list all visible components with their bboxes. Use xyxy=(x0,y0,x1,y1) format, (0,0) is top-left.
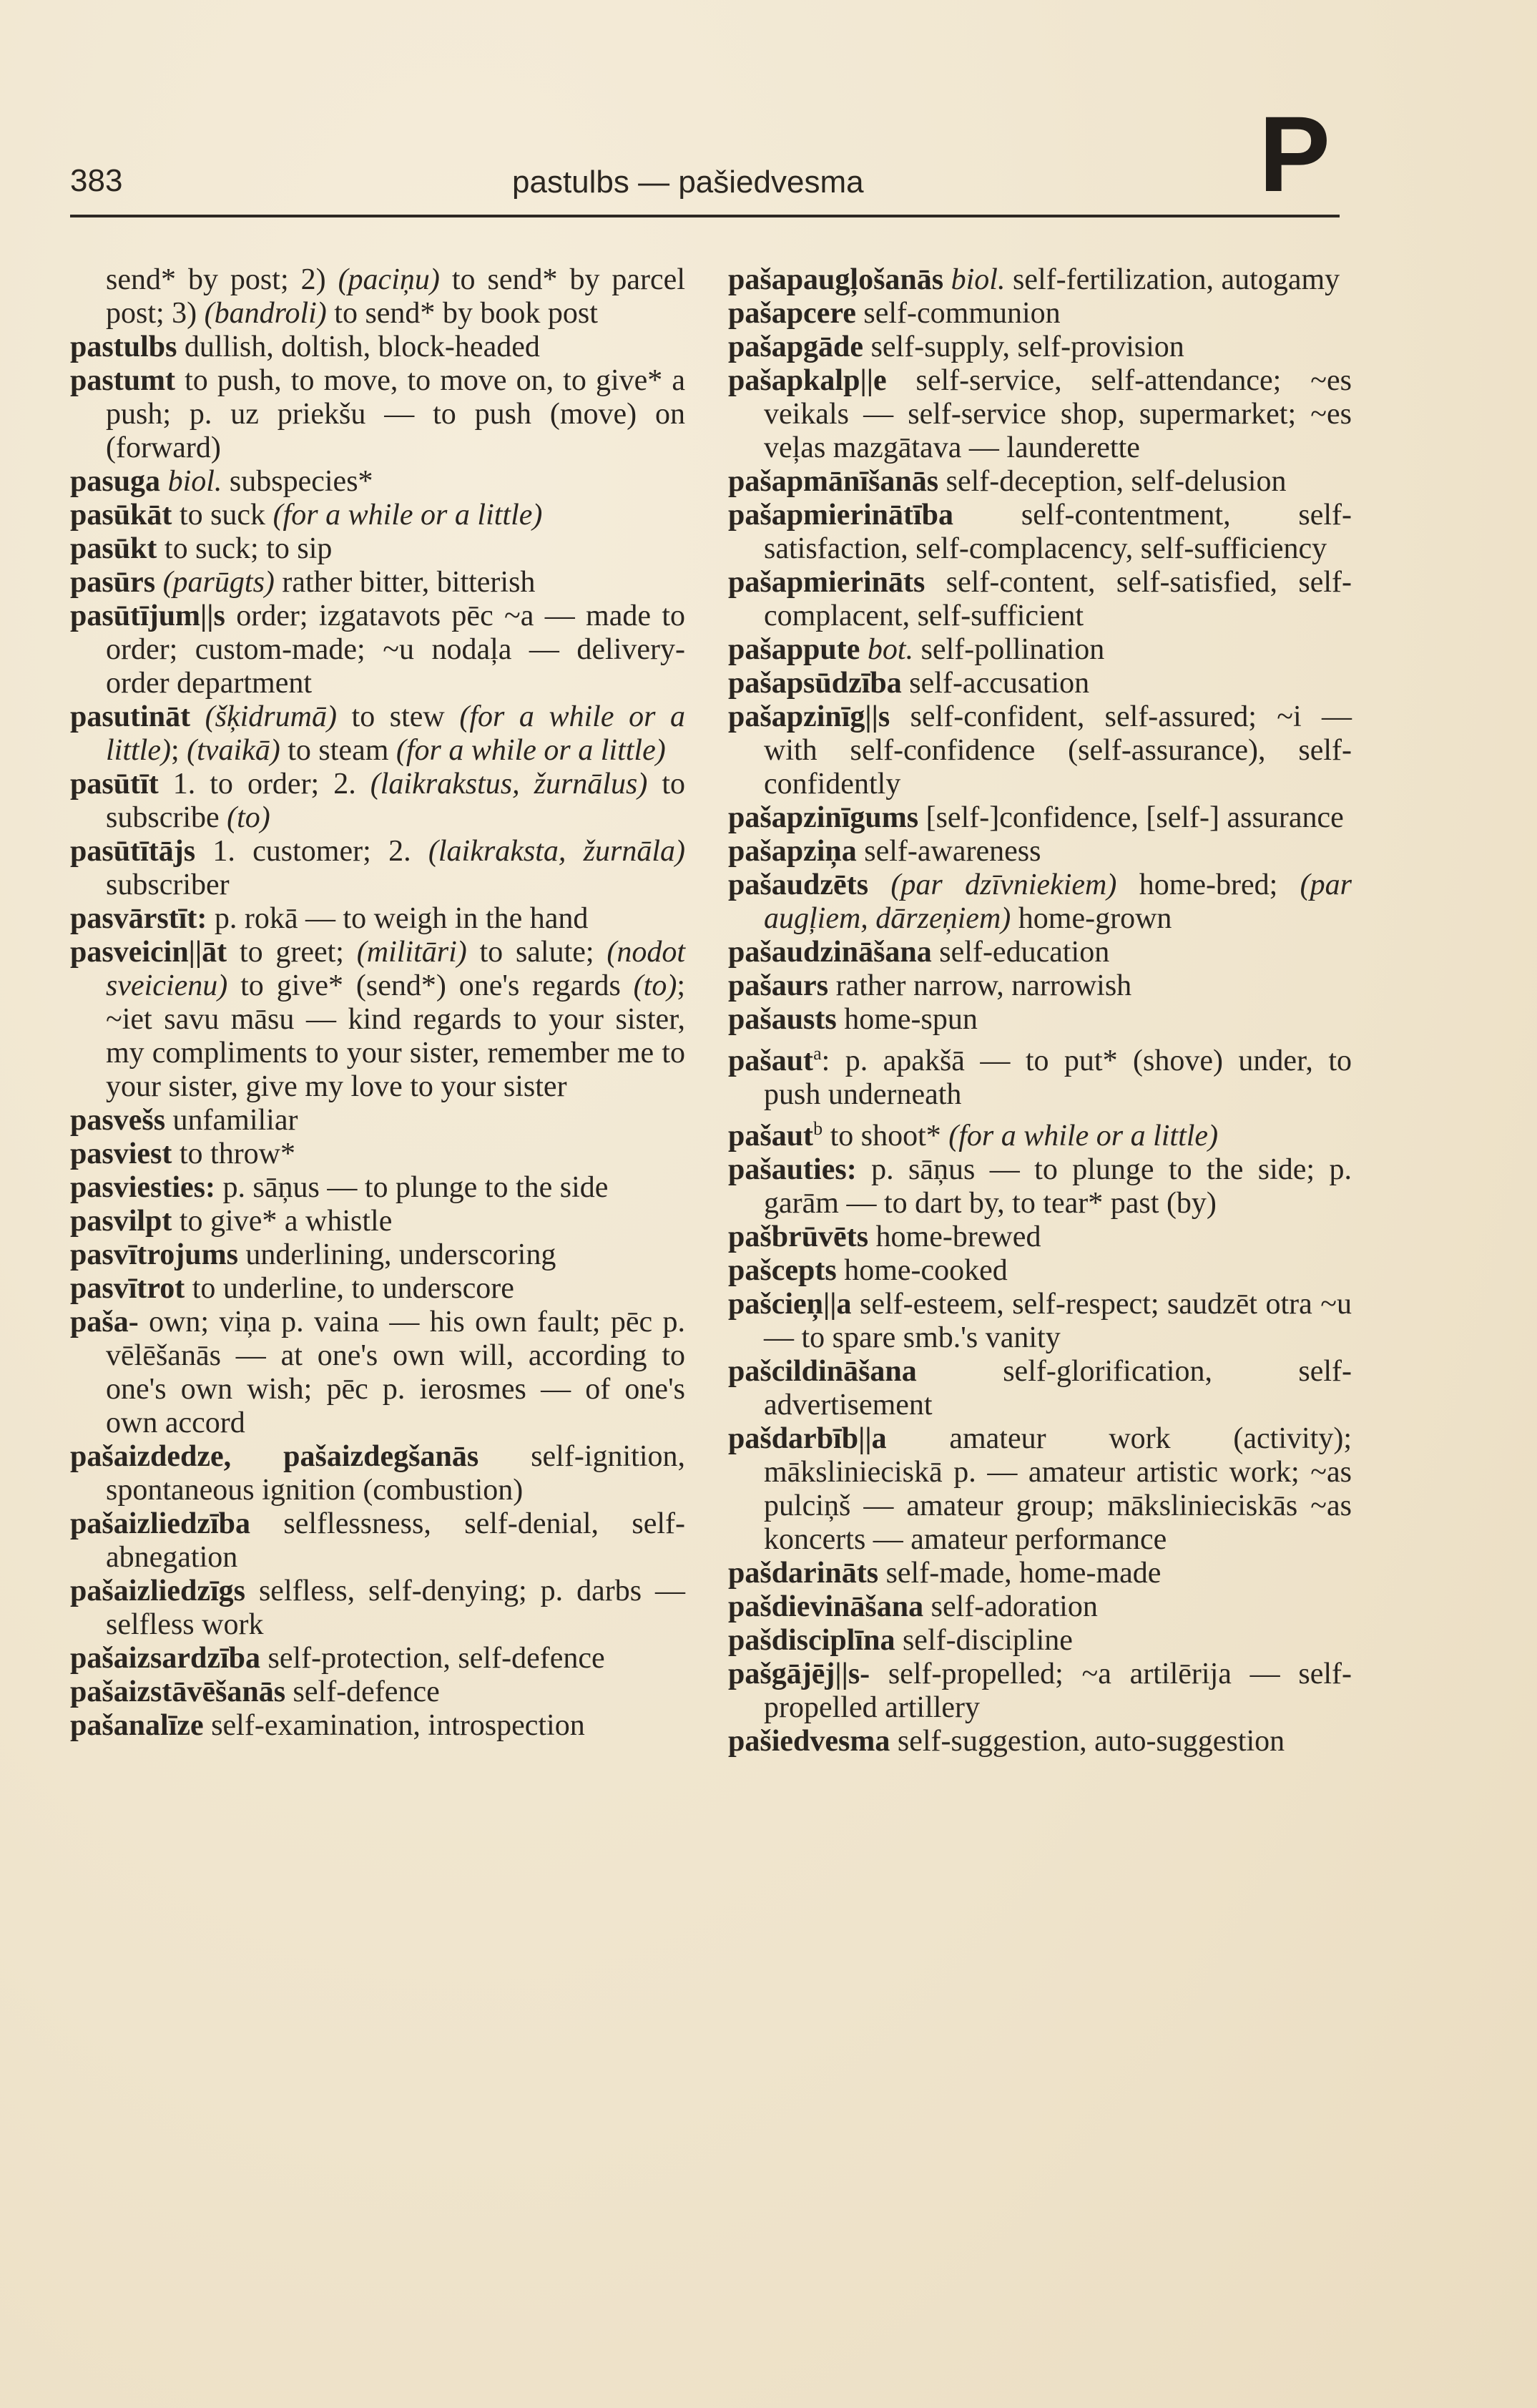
entry-label-italic: (to) xyxy=(227,801,270,834)
dictionary-entry xyxy=(70,1507,685,1575)
entry-headword: pasviest xyxy=(70,1137,172,1170)
entry-headword: pasutināt xyxy=(70,700,191,733)
dictionary-entry xyxy=(728,1624,1352,1658)
dictionary-entry xyxy=(728,1254,1352,1288)
entry-headword: pašapsūdzība xyxy=(728,667,902,700)
entry-definition: amateur work (activity); mākslinieciskā p. — amateur artistic work; ~as pulciņš — amateur group; mākslinieciskās ~as koncerts — amateur performance xyxy=(764,1422,1352,1556)
dictionary-entry xyxy=(728,633,1352,667)
entry-definition: to throw* xyxy=(172,1137,296,1170)
entry-definition: to shoot* xyxy=(822,1120,949,1152)
entry-definition: to push, to move, to move on, to give* a push; p. uz priekšu — to push (move) on (forward) xyxy=(106,364,685,464)
dictionary-entry xyxy=(728,667,1352,700)
section-letter: P xyxy=(1259,94,1331,214)
dictionary-entry xyxy=(70,263,685,331)
entry-definition xyxy=(860,633,868,666)
entry-definition: send* by post; 2) xyxy=(106,263,338,296)
dictionary-entry xyxy=(728,700,1352,801)
dictionary-entry xyxy=(70,1171,685,1205)
dictionary-entry xyxy=(728,1288,1352,1355)
dictionary-entry xyxy=(728,1355,1352,1422)
entry-headword: pasūkāt xyxy=(70,499,172,532)
entry-label-italic: (laikrakstus, žurnālus) xyxy=(370,768,648,801)
entry-label-italic: (militāri) xyxy=(356,936,467,969)
entry-headword: pašcepts xyxy=(728,1254,837,1287)
dictionary-entry xyxy=(728,936,1352,969)
entry-definition: to subscribe xyxy=(106,768,686,834)
entry-headword: pašaut xyxy=(728,1120,814,1152)
entry-definition: self-glorification, self-advertisement xyxy=(764,1355,1352,1421)
entry-definition: dullish, doltish, block-headed xyxy=(177,331,540,363)
entry-definition: self-awareness xyxy=(856,835,1041,868)
entry-headword: pasuga xyxy=(70,465,161,498)
entry-headword: pasvilpt xyxy=(70,1205,172,1238)
entry-definition: selfless, self-denying; p. darbs — selfless work xyxy=(106,1575,685,1641)
dictionary-entry xyxy=(728,465,1352,499)
entry-headword: pasvešs xyxy=(70,1104,166,1137)
entry-definition: rather narrow, narrowish xyxy=(828,969,1132,1002)
entry-definition: 1. customer; 2. xyxy=(195,835,428,868)
entry-definition xyxy=(155,566,163,599)
headword-superscript: a xyxy=(813,1043,822,1064)
entry-definition: to give* (send*) one's regards xyxy=(227,969,634,1002)
dictionary-entry xyxy=(728,969,1352,1003)
dictionary-entry xyxy=(70,566,685,599)
entry-headword: pašaut xyxy=(728,1044,814,1077)
dictionary-entry xyxy=(70,1709,685,1743)
entry-definition: self-education xyxy=(931,936,1110,969)
dictionary-entry xyxy=(728,499,1352,566)
entry-definition: selflessness, self-denial, self-abnegation xyxy=(106,1507,685,1574)
entry-label-italic: (tvaikā) xyxy=(187,734,280,767)
dictionary-entry xyxy=(728,1658,1352,1725)
entry-definition: to steam xyxy=(280,734,396,767)
entry-definition: self-propelled; ~a artilērija — self-propelled artillery xyxy=(764,1658,1352,1724)
entry-headword: pašapgāde xyxy=(728,331,864,363)
entry-headword: pašappute xyxy=(728,633,860,666)
entry-label-italic: biol. xyxy=(951,263,1006,296)
dictionary-entry xyxy=(728,1112,1352,1153)
entry-definition: self-pollination xyxy=(913,633,1105,666)
dictionary-entry xyxy=(70,499,685,532)
entry-definition: self-supply, self-provision xyxy=(863,331,1184,363)
dictionary-entry xyxy=(70,364,685,465)
dictionary-entry xyxy=(70,1575,685,1642)
dictionary-entry xyxy=(70,1272,685,1306)
headword-superscript: b xyxy=(813,1118,823,1139)
entry-headword: pasūtījum||s xyxy=(70,599,225,632)
dictionary-entry xyxy=(70,1675,685,1709)
dictionary-entry xyxy=(70,1440,685,1507)
entry-headword: pašiedvesma xyxy=(728,1725,890,1758)
entry-headword: pasvītrojums xyxy=(70,1238,238,1271)
entry-headword: pašdarbīb||a xyxy=(728,1422,887,1455)
entry-label-italic: (parūgts) xyxy=(162,566,275,599)
dictionary-entry xyxy=(728,1557,1352,1590)
entry-headword: pasvārstīt: xyxy=(70,902,207,935)
entry-headword: pašbrūvēts xyxy=(728,1220,869,1253)
entry-definition: self-contentment, self-satisfaction, self-complacency, self-sufficiency xyxy=(764,499,1352,565)
entry-definition: : p. apakšā — to put* (shove) under, to push underneath xyxy=(764,1044,1352,1111)
entry-headword: pašapzinīgums xyxy=(728,801,919,834)
dictionary-entry xyxy=(70,768,685,835)
dictionary-entry xyxy=(728,835,1352,868)
entry-definition: to underline, to underscore xyxy=(185,1272,514,1305)
left-column xyxy=(70,263,685,1743)
entry-definition: self-content, self-satisfied, self-complacent, self-sufficient xyxy=(764,566,1352,632)
entry-label-italic: biol. xyxy=(167,465,222,498)
dictionary-entry xyxy=(70,1104,685,1137)
entry-definition: self-defence xyxy=(285,1675,440,1708)
entry-definition: subspecies* xyxy=(222,465,373,498)
entry-definition: p. sāņus — to plunge to the side; p. garām — to dart by, to tear* past (by) xyxy=(764,1153,1352,1220)
entry-headword: pasūkt xyxy=(70,532,157,565)
dictionary-entry xyxy=(70,532,685,566)
entry-headword: pasūtīt xyxy=(70,768,159,801)
entry-headword: pašapmānīšanās xyxy=(728,465,939,498)
entry-label-italic: (laikraksta, žurnāla) xyxy=(428,835,686,868)
entry-definition: underlining, underscoring xyxy=(237,1238,556,1271)
dictionary-entry xyxy=(728,297,1352,331)
dictionary-entry xyxy=(70,465,685,499)
entry-definition: self-made, home-made xyxy=(878,1557,1162,1590)
entry-definition: to salute; xyxy=(466,936,607,969)
entry-headword: pašapmierinātība xyxy=(728,499,954,532)
entry-headword: pašapziņa xyxy=(728,835,857,868)
dictionary-entry xyxy=(728,364,1352,465)
entry-definition: self-communion xyxy=(855,297,1061,330)
entry-headword: pastumt xyxy=(70,364,176,397)
entry-definition: p. rokā — to weigh in the hand xyxy=(207,902,589,935)
dictionary-entry xyxy=(728,801,1352,835)
entry-headword: pašapcere xyxy=(728,297,856,330)
dictionary-entry xyxy=(728,1153,1352,1220)
entry-headword: pašanalīze xyxy=(70,1709,204,1742)
dictionary-entry xyxy=(728,1220,1352,1254)
dictionary-entry xyxy=(70,1205,685,1238)
dictionary-entry xyxy=(70,936,685,1104)
entry-definition: self-discipline xyxy=(895,1624,1073,1657)
entry-headword: pašgājēj||s- xyxy=(728,1658,870,1690)
entry-label-italic: (bandroli) xyxy=(204,297,327,330)
entry-headword: paša- xyxy=(70,1306,139,1338)
entry-headword: pašaudzēts xyxy=(728,868,869,901)
entry-definition: home-grown xyxy=(1011,902,1172,935)
entry-definition: self-suggestion, auto-suggestion xyxy=(890,1725,1285,1758)
entry-headword: pašdisciplīna xyxy=(728,1624,895,1657)
entry-headword: pašapzinīg||s xyxy=(728,700,890,733)
entry-definition: rather bitter, bitterish xyxy=(274,566,536,599)
dictionary-entry xyxy=(728,263,1352,297)
entry-headword: pašaizdedze, pašaizdegšanās xyxy=(70,1440,479,1473)
entry-headword: pašapkalp||e xyxy=(728,364,887,397)
entry-definition: self-accusation xyxy=(901,667,1090,700)
entry-label-italic: (par dzīvniekiem) xyxy=(890,868,1117,901)
dictionary-entry xyxy=(728,331,1352,364)
dictionary-entry xyxy=(70,902,685,936)
dictionary-entry xyxy=(728,566,1352,633)
entry-definition: to give* a whistle xyxy=(172,1205,393,1238)
entry-headword: pašauties: xyxy=(728,1153,857,1186)
entry-label-italic: (for a while or a little) xyxy=(396,734,666,767)
dictionary-entry xyxy=(70,1642,685,1675)
entry-definition: unfamiliar xyxy=(165,1104,298,1137)
entry-definition: order; izgatavots pēc ~a — made to order; custom-made; ~u nodaļa — delivery-order department xyxy=(106,599,685,700)
entry-label-italic: (to) xyxy=(633,969,677,1002)
entry-definition: home-spun xyxy=(836,1003,978,1036)
entry-headword: pašaizliedzīgs xyxy=(70,1575,246,1607)
entry-definition: self-service, self-attendance; ~es veikals — self-service shop, supermarket; ~es veļas mazgātava — launderette xyxy=(764,364,1352,464)
entry-definition: subscriber xyxy=(106,868,230,901)
entry-headword: pašapmierināts xyxy=(728,566,925,599)
entry-definition: self-confident, self-assured; ~i — with self-confidence (self-assurance), self-confidently xyxy=(764,700,1352,801)
entry-headword: pasvītrot xyxy=(70,1272,185,1305)
entry-definition: to greet; xyxy=(227,936,357,969)
page-number: 383 xyxy=(70,163,123,198)
entry-headword: pašaizsardzība xyxy=(70,1642,261,1675)
dictionary-entry xyxy=(728,1725,1352,1758)
entry-definition: p. sāņus — to plunge to the side xyxy=(215,1171,609,1204)
entry-label-italic: (paciņu) xyxy=(338,263,440,296)
entry-definition: home-cooked xyxy=(836,1254,1008,1287)
entry-definition xyxy=(868,868,890,901)
dictionary-entry xyxy=(70,700,685,768)
entry-definition: ; ~iet savu māsu — kind regards to your sister, my compliments to your sister, remember me to your sister, give my love to your sister xyxy=(106,969,685,1103)
entry-definition: self-protection, self-defence xyxy=(260,1642,605,1675)
entry-label-italic: bot. xyxy=(867,633,914,666)
right-column xyxy=(728,263,1352,1758)
entry-headword: pašausts xyxy=(728,1003,837,1036)
entry-headword: pašdarināts xyxy=(728,1557,879,1590)
entry-definition: ; xyxy=(170,734,187,767)
entry-label-italic: (for a while or a little) xyxy=(106,700,685,767)
entry-headword: pasūtītājs xyxy=(70,835,196,868)
dictionary-entry xyxy=(728,1003,1352,1037)
dictionary-entry xyxy=(70,1238,685,1272)
entry-definition: home-brewed xyxy=(868,1220,1041,1253)
dictionary-entry xyxy=(70,599,685,700)
dictionary-entry xyxy=(728,1037,1352,1112)
dictionary-entry xyxy=(70,1306,685,1440)
entry-definition: to send* by parcel post; 3) xyxy=(106,263,685,330)
dictionary-entry xyxy=(728,1590,1352,1624)
entry-label-italic: (nodot sveicienu) xyxy=(106,936,685,1002)
entry-headword: pašcieņ||a xyxy=(728,1288,852,1321)
entry-label-italic: (šķidrumā) xyxy=(205,700,337,733)
header-rule xyxy=(70,215,1340,217)
entry-definition: to send* by book post xyxy=(326,297,598,330)
entry-headword: pašapaugļošanās xyxy=(728,263,944,296)
entry-definition: own; viņa p. vaina — his own fault; pēc p. vēlēšanās — at one's own will, according to one's own wish; pēc p. ierosmes — of one's own accord xyxy=(106,1306,685,1439)
entry-headword: pašaudzināšana xyxy=(728,936,932,969)
entry-headword: pasveicin||āt xyxy=(70,936,227,969)
entry-headword: pasūrs xyxy=(70,566,156,599)
entry-definition: self-adoration xyxy=(923,1590,1098,1623)
entry-definition: to suck xyxy=(172,499,273,532)
entry-definition: self-ignition, spontaneous ignition (combustion) xyxy=(106,1440,685,1507)
entry-definition xyxy=(190,700,205,733)
entry-headword: pašaizstāvēšanās xyxy=(70,1675,286,1708)
entry-headword: pasviesties: xyxy=(70,1171,215,1204)
entry-headword: pastulbs xyxy=(70,331,177,363)
entry-definition: to stew xyxy=(336,700,460,733)
entry-definition: [self-]confidence, [self-] assurance xyxy=(918,801,1344,834)
entry-label-italic: (par augļiem, dārzeņiem) xyxy=(764,868,1352,935)
entry-definition: self-deception, self-delusion xyxy=(938,465,1287,498)
entry-label-italic: (for a while or a little) xyxy=(272,499,543,532)
dictionary-entry xyxy=(728,868,1352,936)
running-head: pastulbs — pašiedvesma xyxy=(512,165,864,200)
entry-definition: self-esteem, self-respect; saudzēt otra ~u — to spare smb.'s vanity xyxy=(764,1288,1352,1354)
entry-definition: self-examination, introspection xyxy=(203,1709,585,1742)
entry-definition: self-fertilization, autogamy xyxy=(1005,263,1340,296)
entry-label-italic: (for a while or a little) xyxy=(948,1120,1219,1152)
entry-headword: pašcildināšana xyxy=(728,1355,917,1388)
entry-definition xyxy=(943,263,951,296)
entry-definition: 1. to order; 2. xyxy=(158,768,370,801)
dictionary-entry xyxy=(70,1137,685,1171)
entry-headword: pašaizliedzība xyxy=(70,1507,251,1540)
dictionary-entry xyxy=(728,1422,1352,1557)
entry-headword: pašdievināšana xyxy=(728,1590,924,1623)
entry-definition: to suck; to sip xyxy=(157,532,333,565)
entry-definition: home-bred; xyxy=(1116,868,1300,901)
dictionary-entry xyxy=(70,835,685,902)
entry-headword: pašaurs xyxy=(728,969,829,1002)
entry-definition xyxy=(160,465,168,498)
dictionary-entry xyxy=(70,331,685,364)
